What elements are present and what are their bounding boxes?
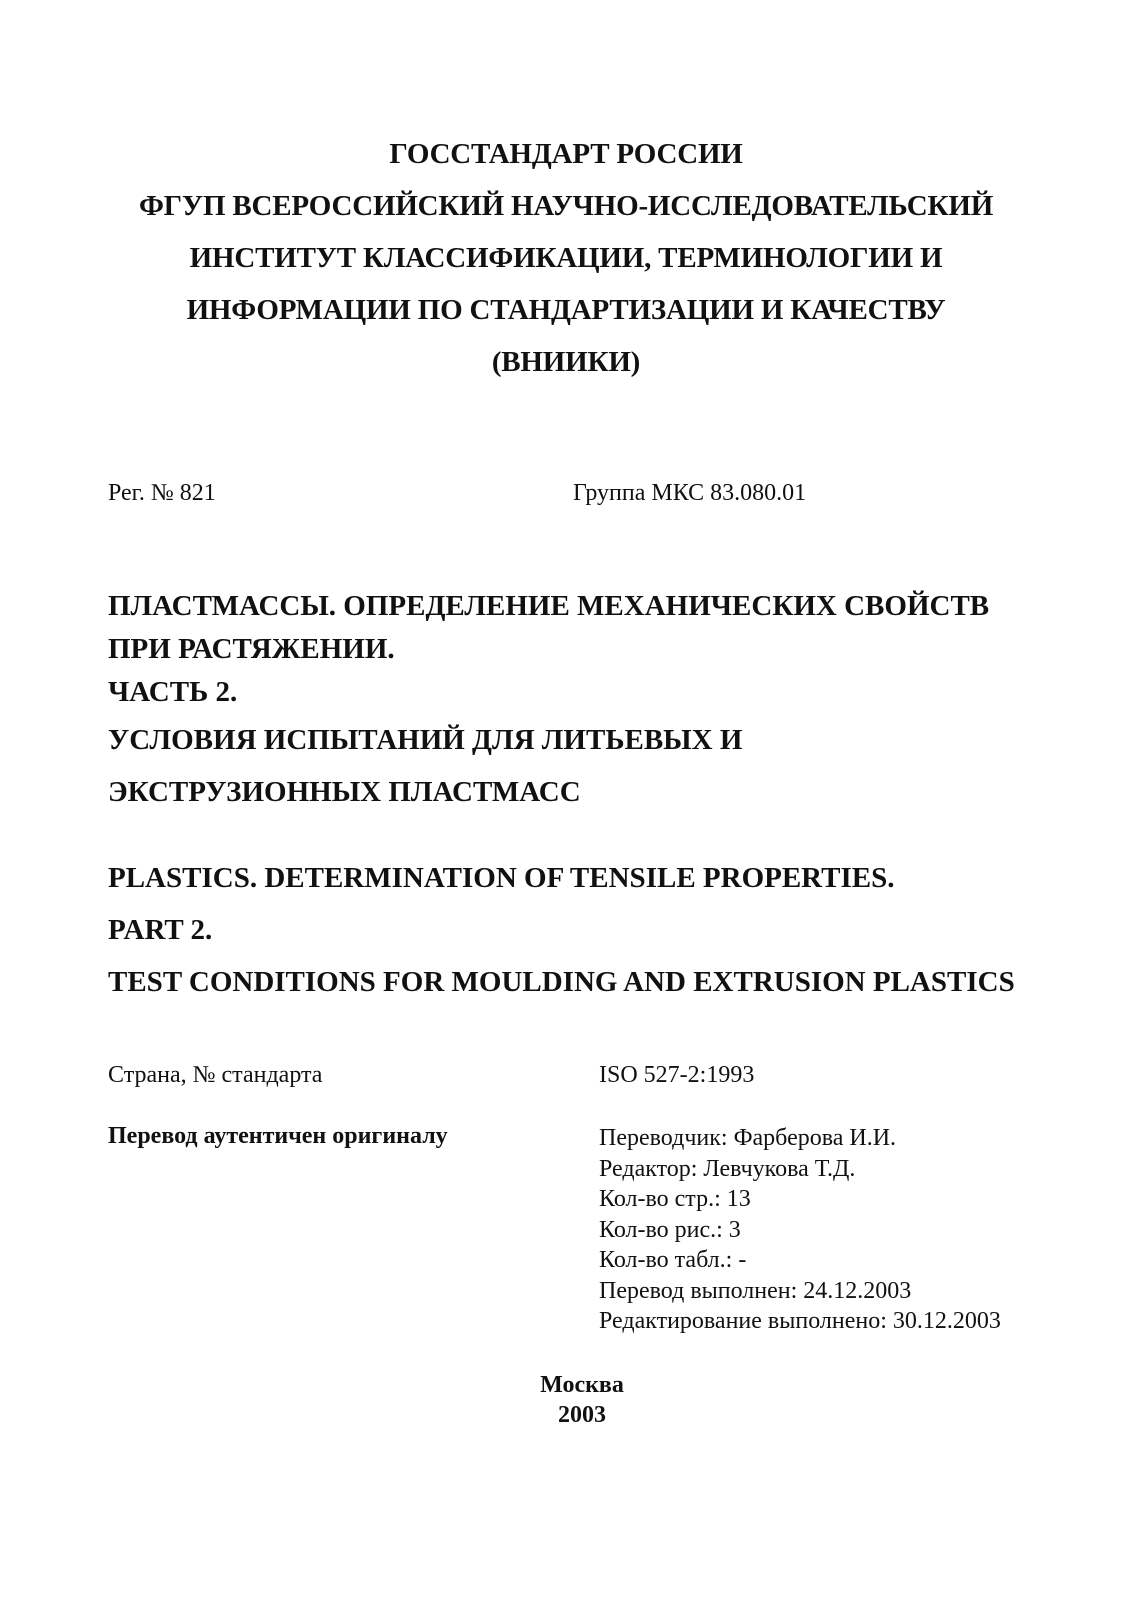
translation-details [599, 1123, 1001, 1337]
org-line-gosstandart: ГОССТАНДАРТ РОССИИ [389, 138, 743, 170]
footer-city: Москва [540, 1372, 624, 1398]
org-line-fgup: ФГУП ВСЕРОССИЙСКИЙ НАУЧНО-ИССЛЕДОВАТЕЛЬСКИЙ [138, 190, 994, 222]
registration-number: Рег. № 821 [108, 480, 216, 506]
english-title-line: PLASTICS. DETERMINATION OF TENSILE PROPERTIES. [108, 862, 895, 894]
standard-value: ISO 527-2:1993 [599, 1062, 755, 1088]
org-line-institute: ИНСТИТУТ КЛАССИФИКАЦИИ, ТЕРМИНОЛОГИИ И [189, 242, 943, 274]
russian-title-line: ЧАСТЬ 2. [108, 676, 238, 708]
footer [0, 1370, 1132, 1430]
mks-group: Группа МКС 83.080.01 [573, 480, 807, 506]
standard-label: Страна, № стандарта [108, 1062, 323, 1088]
russian-title-line: ЭКСТРУЗИОННЫХ ПЛАСТМАСС [108, 776, 581, 808]
table-count: Кол-во табл.: - [599, 1247, 747, 1273]
organization-header [0, 128, 1132, 388]
russian-title-line: ПРИ РАСТЯЖЕНИИ. [108, 633, 395, 665]
translation-date: Перевод выполнен: 24.12.2003 [599, 1277, 912, 1304]
authentic-note: Перевод аутентичен оригиналу [108, 1123, 448, 1149]
russian-title-line: ПЛАСТМАССЫ. ОПРЕДЕЛЕНИЕ МЕХАНИЧЕСКИХ СВОЙСТВ [108, 590, 990, 622]
russian-title [108, 585, 989, 818]
translator: Переводчик: Фарберова И.И. [599, 1125, 897, 1151]
russian-title-line: УСЛОВИЯ ИСПЫТАНИЙ ДЛЯ ЛИТЬЕВЫХ И [108, 724, 743, 756]
english-title-line: TEST CONDITIONS FOR MOULDING AND EXTRUSION PLASTICS [108, 966, 1015, 998]
figure-count: Кол-во рис.: 3 [599, 1216, 741, 1243]
english-title [108, 852, 1015, 1008]
footer-year: 2003 [558, 1402, 606, 1428]
editing-date: Редактирование выполнено: 30.12.2003 [599, 1308, 1001, 1334]
english-title-line: PART 2. [108, 914, 213, 946]
editor: Редактор: Левчукова Т.Д. [599, 1155, 856, 1182]
org-line-information: ИНФОРМАЦИИ ПО СТАНДАРТИЗАЦИИ И КАЧЕСТВУ [186, 294, 946, 326]
org-line-abbreviation: (ВНИИКИ) [491, 346, 641, 378]
page-count: Кол-во стр.: 13 [599, 1186, 751, 1212]
